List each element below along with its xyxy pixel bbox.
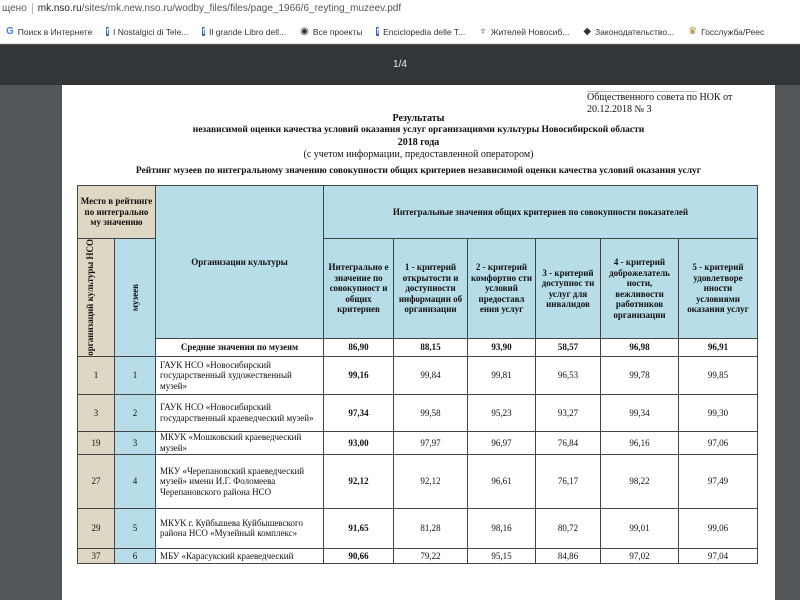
- score-value: 76,17: [536, 454, 601, 508]
- header-col: 4 - критерий доброжелатель ности, вежливости работников организации: [601, 239, 679, 339]
- header-group: Интегральные значения общих критериев по совокупности показателей: [324, 186, 758, 239]
- score-value: 98,22: [601, 454, 679, 508]
- bookmark-label: Enciclopedia delle T...: [383, 26, 466, 37]
- score-value: 99,01: [601, 508, 679, 548]
- url-path: /sites/mk.new.nso.ru/wodby_files/files/page_1966/6_reyting_muzeev.pdf: [81, 3, 402, 15]
- bookmark[interactable]: [376, 26, 465, 37]
- average-value: 93,90: [468, 339, 536, 357]
- subtitle: (с учетом информации, предоставленной оператором): [303, 149, 534, 160]
- bookmark[interactable]: [202, 26, 286, 37]
- header-col: Интегрально е значение по совокупност и общих критериев: [324, 239, 394, 339]
- page-indicator: 1/4: [393, 59, 407, 70]
- score-value: 96,53: [536, 356, 601, 394]
- score-value: 95,15: [468, 548, 536, 563]
- table-row: [78, 454, 758, 508]
- museum-rank: 6: [115, 548, 156, 563]
- org-name: ГАУК НСО «Новосибирский государственный художественный музей»: [156, 356, 324, 394]
- average-value: 58,57: [536, 339, 601, 357]
- facebook-icon: f: [106, 27, 109, 36]
- score-value: 96,61: [468, 454, 536, 508]
- table-row: [78, 431, 758, 454]
- score-value: 97,06: [679, 431, 758, 454]
- average-value: 96,91: [679, 339, 758, 357]
- org-rank: 19: [78, 431, 115, 454]
- security-label: щено: [2, 3, 27, 15]
- bookmark[interactable]: [479, 26, 569, 37]
- score-value: 91,65: [324, 508, 394, 548]
- header-col: 3 - критерий доступнос ти услуг для инвалидов: [536, 239, 601, 339]
- museum-rank: 1: [115, 356, 156, 394]
- museum-rank: 4: [115, 454, 156, 508]
- score-value: 99,85: [679, 356, 758, 394]
- bookmark-label: Все проекты: [312, 26, 363, 37]
- pdf-page: [62, 82, 775, 600]
- org-name: МКУК г. Куйбышева Куйбышевского района НСО «Музейный комплекс»: [156, 508, 324, 548]
- address-bar[interactable]: [0, 0, 800, 20]
- score-value: 93,27: [536, 394, 601, 431]
- pdf-toolbar: [0, 45, 800, 85]
- header-place-org: организаций культуры НСО: [85, 239, 95, 356]
- score-value: 99,34: [601, 394, 679, 431]
- bookmark-label: Поиск в Интернете: [17, 26, 93, 37]
- score-value: 97,34: [324, 394, 394, 431]
- score-value: 99,06: [679, 508, 758, 548]
- title-3: 2018 года: [397, 137, 440, 148]
- approval-line-2: 20.12.2018 № 3: [587, 104, 652, 115]
- facebook-icon: f: [202, 27, 206, 36]
- org-rank: 29: [78, 508, 115, 548]
- table-row: [78, 548, 758, 563]
- bookmark-label: Госслужба/Реес: [701, 26, 765, 37]
- globe-icon: ◉: [300, 26, 309, 37]
- table-title: Рейтинг музеев по интегральному значению совокупности общих критериев независимой оценки качества условий оказания услуг: [135, 166, 702, 176]
- facebook-icon: f: [376, 27, 380, 36]
- header-col: 2 - критерий комфортно сти условий предоставл ения услуг: [468, 239, 536, 339]
- bookmark-label: Il grande Libro dell...: [209, 26, 287, 37]
- score-value: 99,16: [324, 356, 394, 394]
- average-label: Средние значения по музеям: [156, 339, 324, 357]
- score-value: 97,02: [601, 548, 679, 563]
- score-value: 90,66: [324, 548, 394, 563]
- org-rank: 1: [78, 356, 115, 394]
- bookmark[interactable]: [583, 26, 674, 37]
- header-org: Организации культуры: [156, 186, 324, 339]
- header-place-museum: музеев: [129, 283, 140, 311]
- average-value: 96,98: [601, 339, 679, 357]
- score-value: 99,78: [601, 356, 679, 394]
- average-value: 88,15: [394, 339, 468, 357]
- bookmark-label: Законодательство...: [595, 26, 675, 37]
- table-row: [78, 394, 758, 431]
- bookmark[interactable]: [6, 26, 92, 37]
- org-rank: 27: [78, 454, 115, 508]
- bookmark-label: Жителей Новосиб...: [490, 26, 570, 37]
- header-place: Место в рейтинге по интегрально му значению: [78, 186, 156, 239]
- google-icon: G: [6, 26, 14, 37]
- table-row: [78, 356, 758, 394]
- emblem-icon: ♆: [479, 26, 487, 37]
- average-row: [78, 339, 758, 357]
- museum-rank: 2: [115, 394, 156, 431]
- header-col: 1 - критерий открытости и доступности информации об организации: [394, 239, 468, 339]
- org-name: МКУ «Черепановский краеведческий музей» имени И.Г. Фоломеева Черепановского района НСО: [156, 454, 324, 508]
- score-value: 99,30: [679, 394, 758, 431]
- url-host: mk.nso.ru: [37, 3, 82, 15]
- score-value: 99,58: [394, 394, 468, 431]
- cut-line: ______________________: [587, 82, 697, 93]
- score-value: 95,23: [468, 394, 536, 431]
- score-value: 97,49: [679, 454, 758, 508]
- score-value: 84,86: [536, 548, 601, 563]
- table-row: [78, 508, 758, 548]
- score-value: 99,81: [468, 356, 536, 394]
- museum-rank: 5: [115, 508, 156, 548]
- bookmark[interactable]: [300, 26, 362, 37]
- rating-table: [77, 185, 758, 564]
- score-value: 97,97: [394, 431, 468, 454]
- score-value: 76,84: [536, 431, 601, 454]
- score-value: 99,84: [394, 356, 468, 394]
- org-name: ГАУК НСО «Новосибирский государственный краеведческий музей»: [156, 394, 324, 431]
- approval-line-1: Общественного совета по НОК от: [587, 92, 733, 103]
- org-rank: 3: [78, 394, 115, 431]
- score-value: 79,22: [394, 548, 468, 563]
- score-value: 93,00: [324, 431, 394, 454]
- eagle-icon: ♛: [688, 26, 698, 37]
- org-name: МКУК «Мошковский краеведческий музей»: [156, 431, 324, 454]
- score-value: 80,72: [536, 508, 601, 548]
- bookmark[interactable]: [688, 26, 764, 37]
- bookmarks-bar: [0, 20, 800, 44]
- header-col: 5 - критерий удовлетворе нности условиями оказания услуг: [679, 239, 758, 339]
- score-value: 96,97: [468, 431, 536, 454]
- title-2: независимой оценки качества условий оказания услуг организациями культуры Новосибирской области: [192, 125, 645, 135]
- museum-rank: 3: [115, 431, 156, 454]
- score-value: 97,04: [679, 548, 758, 563]
- score-value: 92,12: [394, 454, 468, 508]
- graduation-cap-icon: ◆: [583, 26, 592, 37]
- score-value: 98,16: [468, 508, 536, 548]
- title-1: Результаты: [392, 113, 445, 124]
- bookmark-label: I Nostalgici di Tele...: [112, 26, 189, 37]
- org-name: МБУ «Карасукский краеведческий: [156, 548, 324, 563]
- bookmark[interactable]: [106, 26, 188, 37]
- average-value: 86,90: [324, 339, 394, 357]
- org-rank: 37: [78, 548, 115, 563]
- score-value: 81,28: [394, 508, 468, 548]
- score-value: 96,16: [601, 431, 679, 454]
- score-value: 92,12: [324, 454, 394, 508]
